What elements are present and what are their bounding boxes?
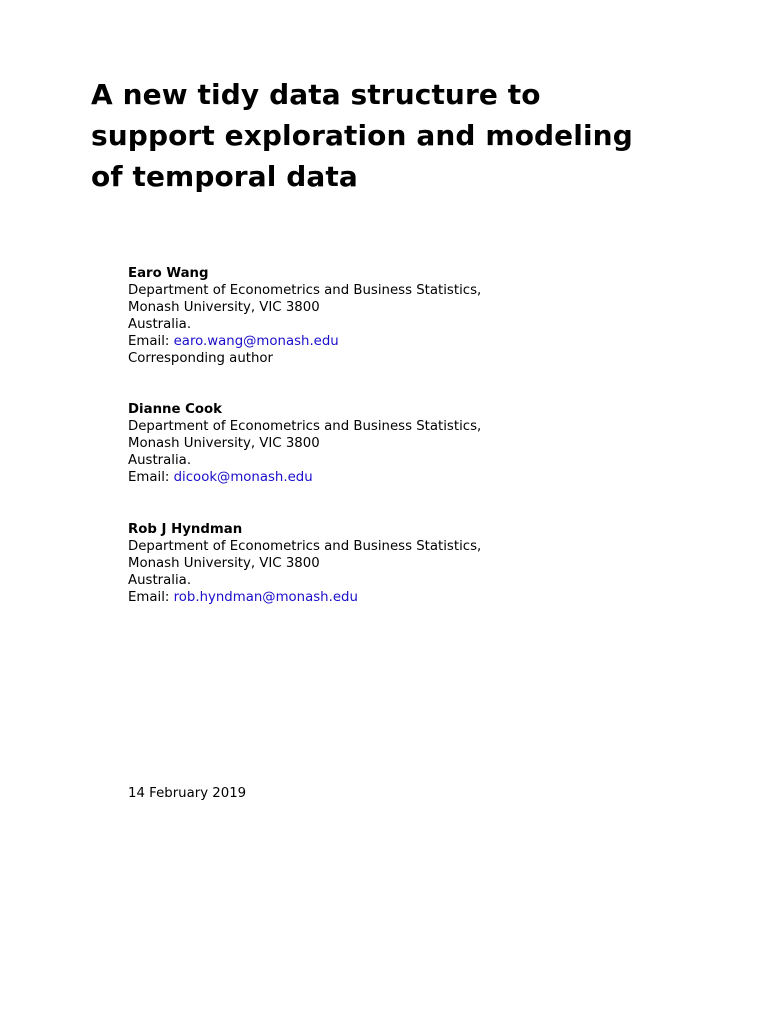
author-name: Rob J Hyndman [128,522,243,537]
author-country: Australia. [128,317,192,332]
author-affiliation: Monash University, VIC 3800 [128,300,320,315]
email-link[interactable]: earo.wang@monash.edu [173,334,339,349]
author-block-earo-wang [128,265,688,367]
author-country: Australia. [128,453,192,468]
author-affiliation: Department of Econometrics and Business Statistics, [128,419,482,434]
author-country: Australia. [128,573,192,588]
email-label: Email: [128,334,170,349]
paper-title [91,74,711,197]
paper-date: 14 February 2019 [128,786,247,801]
author-block-rob-hyndman [128,521,688,606]
email-label: Email: [128,470,170,485]
email-label: Email: [128,590,170,605]
author-email-line [128,469,688,486]
corresponding-author-note: Corresponding author [128,351,273,366]
paper-title-line: A new tidy data structure to [91,78,541,111]
author-name: Earo Wang [128,266,209,281]
email-link[interactable]: rob.hyndman@monash.edu [173,590,358,605]
author-block-dianne-cook [128,401,688,486]
paper-title-line: of temporal data [91,160,358,193]
author-email-line [128,589,688,606]
author-affiliation: Monash University, VIC 3800 [128,556,320,571]
author-name: Dianne Cook [128,402,223,417]
author-email-line [128,333,688,350]
paper-title-line: support exploration and modeling [91,119,633,152]
author-affiliation: Department of Econometrics and Business Statistics, [128,283,482,298]
author-affiliation: Monash University, VIC 3800 [128,436,320,451]
email-link[interactable]: dicook@monash.edu [173,470,313,485]
author-affiliation: Department of Econometrics and Business Statistics, [128,539,482,554]
